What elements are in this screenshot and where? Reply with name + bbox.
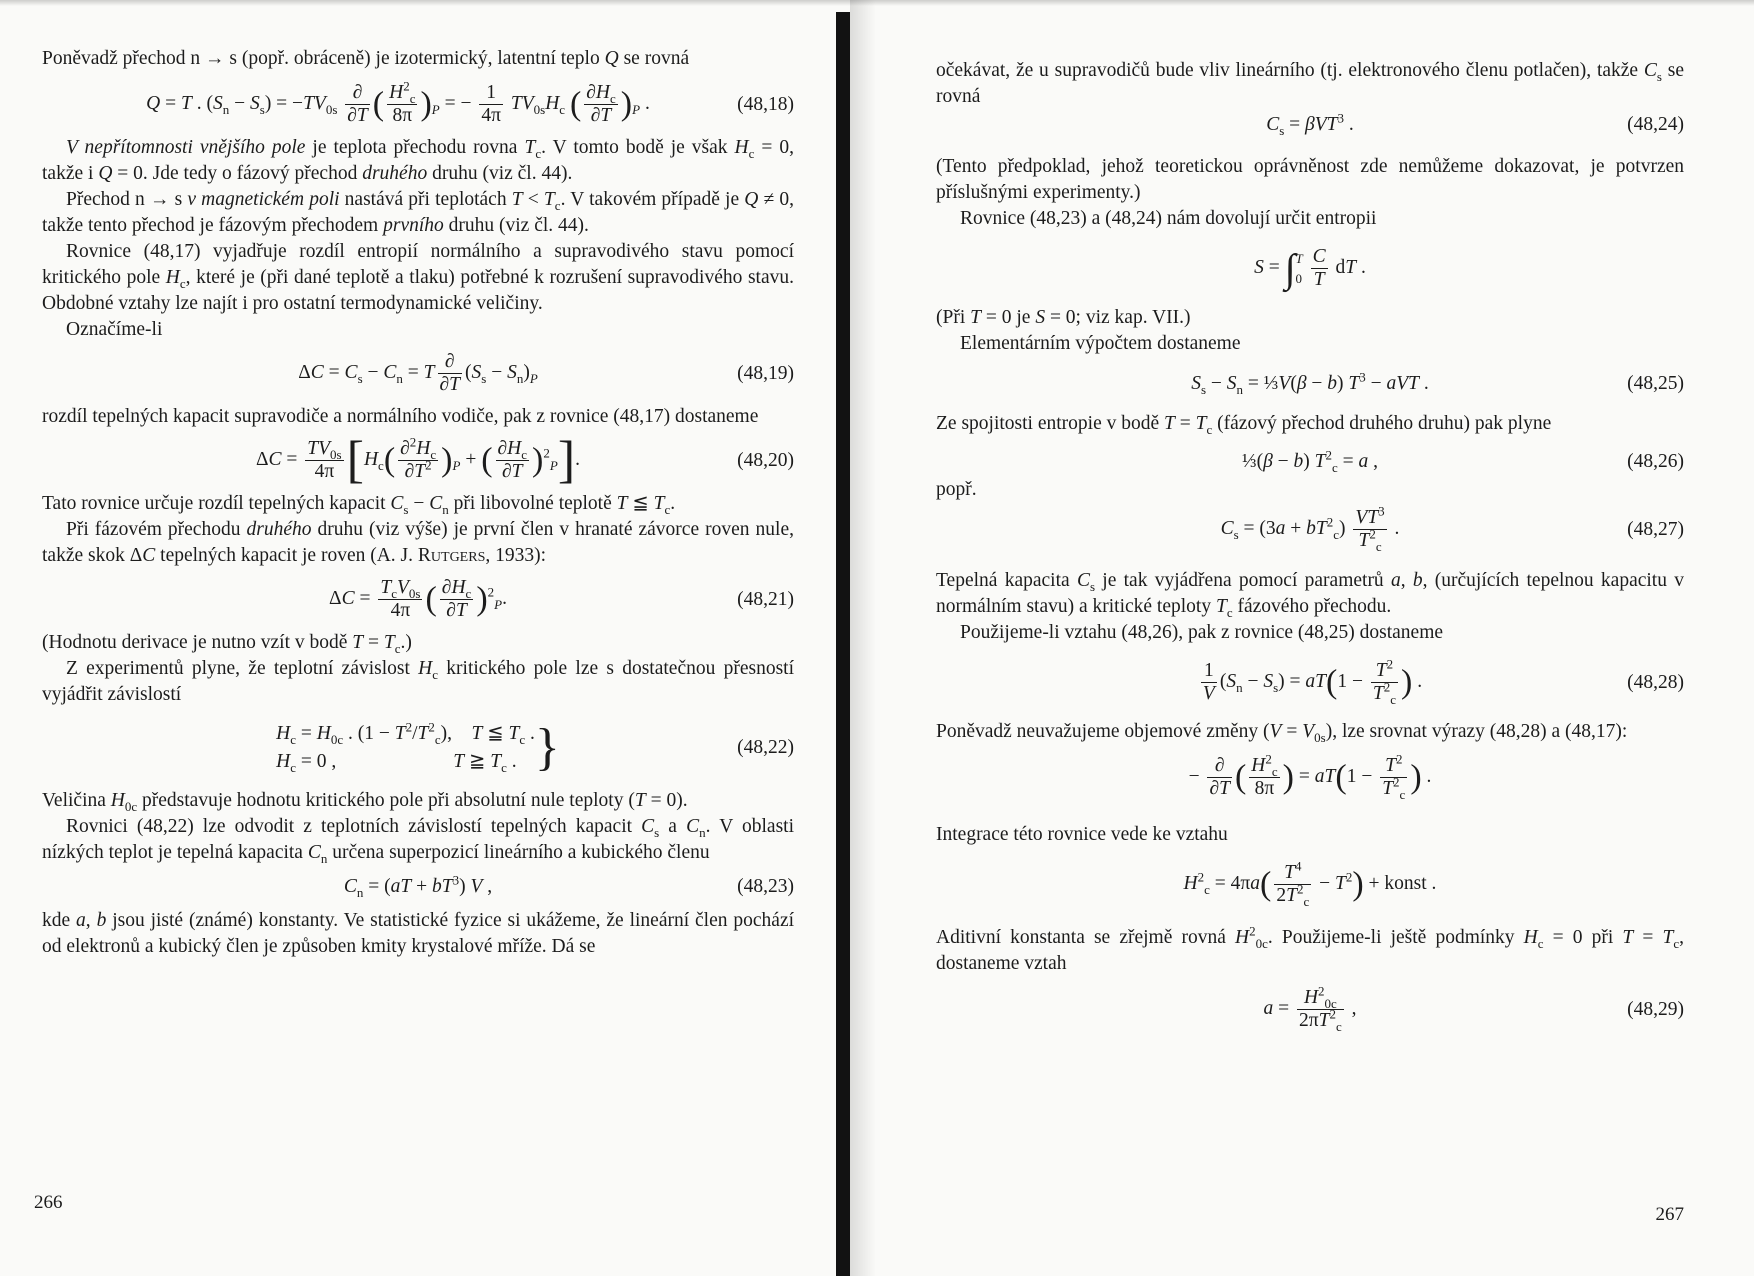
paragraph: Z experimentů plyne, že teplotní závislost $H_c$ kritického pole lze s dostatečnou přesností vyjádřit závislostí	[42, 658, 795, 705]
equation-entropy-integral: S = ∫T 0 $\frac{C}{T}$ dT .	[1254, 245, 1366, 291]
equation-48-25: $S_s - S_n$ = ⅓V(β − b) $T^3$ − aVT . (48,25)	[1191, 369, 1684, 397]
paragraph: V nepřítomnosti vnějšího pole je teplota přechodu rovna $T_c$. V tomto bodě je však $H_c = 0$, takže i Q = 0. Jde tedy o fázový přechod druhého druhu (viz čl. 44).	[42, 137, 795, 184]
paragraph: popř.	[936, 479, 977, 500]
equation-48-20: ΔC = $\frac{TV_{0s}}{4\pi}$ [$H_c$( $\frac{\partial^2H_c}{\partial T^2}$ )$_P$ + ( $\frac{\partial H_c}{\partial T}$ )$^2_P$]. (48,20)	[255, 431, 794, 489]
equation-integration-result: $H^2_c = 4\pi a$( $\frac{T^4}{2T^2_c}$ − $T^2$) + konst .	[1183, 858, 1437, 909]
equation-48-29: a = $\frac{H^2_{0c}}{2\pi T^2_c}$ , (48,29)	[1263, 983, 1684, 1034]
paragraph: Poněvadž neuvažujeme objemové změny $(V = V_{0s})$, lze srovnat výrazy (48,28) a (48,17):	[936, 721, 1628, 745]
equation-derivative-comparison: − ∂ ∂T ( $\frac{H^2_c}{8\pi}$ ) = aT(1 − $\frac{T^2}{T^2_c}$ ) .	[1188, 751, 1432, 802]
paragraph: (Tento předpoklad, jehož teoretickou oprávněnost zde nemůžeme dokazovat, je potvrzen příslušnými experimenty.)	[936, 156, 1684, 203]
equation-number: (48,19)	[737, 362, 794, 384]
page-number: 267	[1655, 1204, 1684, 1225]
equation-48-22: $H_c = H_{0c}$ . $(1 - T^2/T^2_c)$, T ≦ $T_c$ . $H_c = 0$ , T ≧ $T_c$ .} (48,22)	[276, 719, 794, 776]
equation-48-26: ⅓(β − b) $T^2_c = a$ , (48,26)	[1241, 447, 1684, 475]
equation-number: (48,26)	[1627, 451, 1684, 472]
paragraph: Veličina $H_{0c}$ představuje hodnotu kritického pole při absolutní nule teploty (T = 0).	[42, 790, 688, 814]
equation-number: (48,23)	[737, 876, 794, 897]
equation-48-24: $C_s = \beta VT^3$ . (48,24)	[1266, 110, 1684, 138]
book-gutter	[836, 12, 850, 1276]
paragraph: Poněvadž přechod n → s (popř. obráceně) je izotermický, latentní teplo Q se rovná	[42, 48, 690, 69]
paragraph: Rovnici (48,22) lze odvodit z teplotních závislostí tepelných kapacit $C_s$ a $C_n$. V oblasti nízkých teplot je tepelná kapacita $C_n$ určena superpozicí lineárního a kubického členu	[42, 816, 795, 866]
equation-48-19: $\Delta C = C_s - C_n = T$ ∂ ∂T $(S_s - S_n)_P$ (48,19)	[298, 351, 794, 395]
paragraph: Aditivní konstanta se zřejmě rovná $H^2_{0c}$. Použijeme-li ještě podmínky $H_c = 0$ při $T = T_c$, dostaneme vztah	[936, 923, 1684, 974]
equation-number: (48,21)	[737, 588, 794, 610]
paragraph: očekávat, že u supravodičů bude vliv lineárního (tj. elektronového členu potlačen), takže $C_s$ se rovná	[936, 60, 1685, 107]
equation-number: (48,25)	[1627, 373, 1684, 394]
equation-number: (48,29)	[1627, 998, 1684, 1020]
equation-48-27: $C_s = (3a + bT^2_c)$ $\frac{VT^3}{T^2_c}$ . (48,27)	[1220, 503, 1684, 554]
paragraph: Označíme-li	[66, 319, 163, 340]
equation-number: (48,20)	[737, 449, 794, 471]
paragraph: Rovnice (48,23) a (48,24) nám dovolují určit entropii	[960, 208, 1377, 229]
equation-number: (48,28)	[1627, 671, 1684, 693]
paragraph: kde a, b jsou jisté (známé) konstanty. Ve statistické fyzice si ukážeme, že lineární člen pochází od elektronů a kubický člen je způsoben kmity krystalové mříže. Dá se	[42, 910, 795, 957]
page-number: 266	[34, 1192, 63, 1213]
equation-48-28: $\frac{1}{V}$ $(S_n - S_s) = aT(1$ − $\frac{T^2}{T^2_c}$ ) . (48,28)	[1202, 656, 1684, 707]
paragraph: Při fázovém přechodu druhého druhu (viz výše) je první člen v hranaté závorce roven nule, takže skok ΔC tepelných kapacit je roven (A. J. Rutgers, 1933):	[42, 519, 794, 566]
paragraph: Rovnice (48,17) vyjadřuje rozdíl entropií normálního a supravodivého stavu pomocí kritického pole $H_c$, které je (při dané teplotě a tlaku) potřebné k rozrušení supravodivého stavu. Obdobné vztahy lze najít i pro ostatní termodynamické veličiny.	[42, 241, 794, 314]
equation-48-23: $C_n = (aT + bT^3)$ V , (48,23)	[343, 872, 794, 900]
paragraph: Přechod n → s v magnetickém poli nastává při teplotách $T < T_c$. V takovém případě je Q ≠ 0, takže tento přechod je fázovým přechodem prvního druhu (viz čl. 44).	[42, 189, 794, 236]
equation-number: (48,24)	[1627, 114, 1684, 135]
paragraph: Integrace této rovnice vede ke vztahu	[936, 824, 1228, 845]
paragraph: Použijeme-li vztahu (48,26), pak z rovnice (48,25) dostaneme	[960, 622, 1444, 643]
equation-48-21: ΔC = $T_cV_{0s}$ 4π ( $\frac{\partial H_c}{\partial T}$ )$^2_P$. (48,21)	[329, 577, 794, 621]
equation-48-18: Q = T . $(S_n - S_s) = -TV_{0s}$ ∂ ∂T ( $\frac{H^2_c}{8\pi}$ )$_P$ = − $\frac{1}{4\pi}$ $TV_{0s}H_c$ ( $\frac{\partial H_c}{\partial T}$ )$_P$ . (48,18)	[146, 78, 794, 126]
equation-number: (48,27)	[1627, 518, 1684, 540]
right-page	[850, 0, 1754, 1276]
left-page	[0, 0, 850, 1276]
equation-number: (48,18)	[737, 93, 794, 115]
paragraph: Ze spojitosti entropie v bodě $T = T_c$ (fázový přechod druhého druhu) pak plyne	[936, 413, 1552, 437]
equation-number: (48,22)	[737, 737, 794, 758]
paragraph: (Při T = 0 je S = 0; viz kap. VII.)	[936, 307, 1191, 328]
paragraph: Tepelná kapacita $C_s$ je tak vyjádřena pomocí parametrů a, b, (určujících tepelnou kapacitu v normálním stavu) a kritické teploty $T_c$ fázového přechodu.	[936, 570, 1684, 620]
paragraph: (Hodnotu derivace je nutno vzít v bodě $T = T_c$.)	[42, 632, 412, 656]
paragraph: Elementárním výpočtem dostaneme	[960, 333, 1241, 354]
paragraph: rozdíl tepelných kapacit supravodiče a normálního vodiče, pak z rovnice (48,17) dostaneme	[42, 406, 759, 427]
paragraph: Tato rovnice určuje rozdíl tepelných kapacit $C_s - C_n$ při libovolné teplotě T ≦ $T_c$.	[42, 493, 676, 517]
